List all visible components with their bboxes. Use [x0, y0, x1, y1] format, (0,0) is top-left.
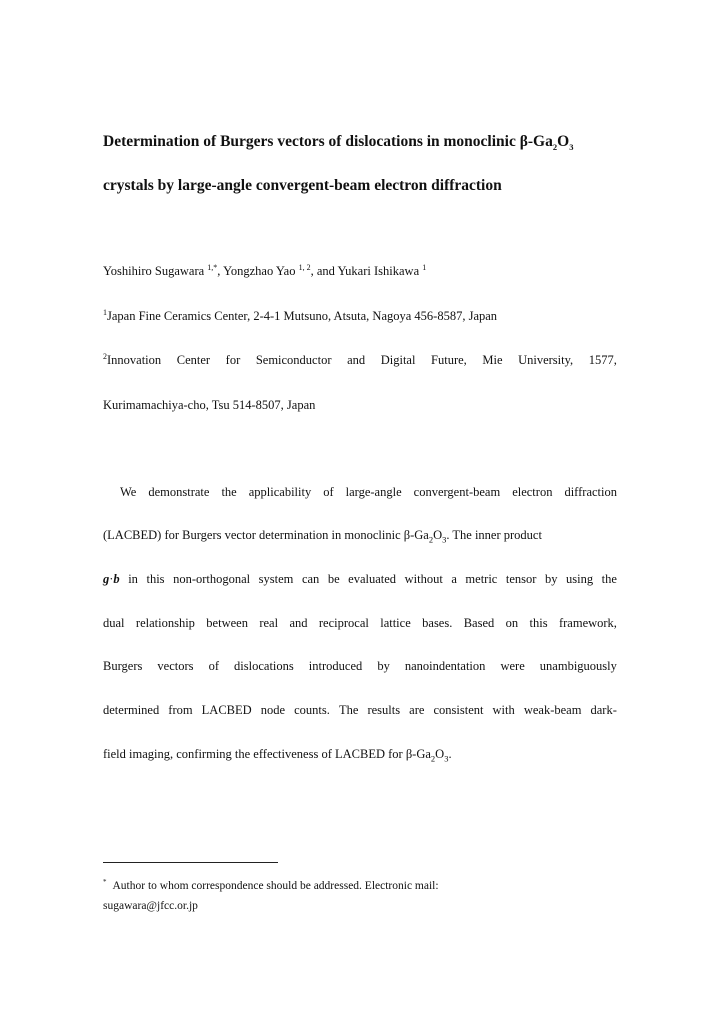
abstract-line-3: [103, 570, 617, 588]
word: for: [225, 353, 241, 367]
word: this: [146, 572, 165, 586]
word: diffraction: [564, 485, 617, 499]
word: of: [323, 485, 334, 499]
abstract-line-7: field imaging, confirming the effectiveness of LACBED for $\beta-Ga_2O_3$.: [103, 747, 452, 764]
word: bases.: [422, 616, 453, 630]
word: be: [327, 572, 340, 586]
word: of: [208, 659, 219, 673]
word: on: [505, 616, 519, 630]
footnote-mark: *: [103, 878, 107, 887]
word: metric: [465, 572, 498, 586]
word: unambiguously: [539, 659, 617, 673]
word: framework,: [558, 616, 617, 630]
word: from: [168, 703, 193, 717]
word: are: [409, 703, 425, 717]
word: and: [289, 616, 308, 630]
word: dual: [103, 616, 125, 630]
word: Digital: [380, 353, 416, 367]
word: applicability: [248, 485, 312, 499]
word: consistent: [433, 703, 484, 717]
word: the: [221, 485, 237, 499]
word: can: [301, 572, 320, 586]
word: Mie: [482, 353, 503, 367]
word: 1577,: [588, 353, 617, 367]
word: with: [492, 703, 515, 717]
word: dark-: [590, 703, 617, 717]
word: using: [566, 572, 594, 586]
word: Center: [176, 353, 211, 367]
word: The: [338, 703, 359, 717]
word: convergent-beam: [413, 485, 501, 499]
word: by: [377, 659, 390, 673]
word: vectors: [157, 659, 194, 673]
footnote-email: sugawara@jfcc.or.jp: [103, 900, 198, 912]
word: non-orthogonal: [173, 572, 251, 586]
word: in: [128, 572, 138, 586]
word: were: [500, 659, 525, 673]
abstract-line-6: [103, 701, 617, 719]
affiliation-2-line-2: Kurimamachiya-cho, Tsu 514-8507, Japan: [103, 398, 316, 412]
word: Semiconductor: [255, 353, 332, 367]
word: real: [259, 616, 279, 630]
footnote-divider: [103, 862, 278, 863]
affiliation-1: $^1$Japan Fine Ceramics Center, 2-4-1 Mutsuno, Atsuta, Nagoya 456-8587, Japan: [103, 307, 498, 323]
word: nanoindentation: [404, 659, 486, 673]
word: counts.: [294, 703, 330, 717]
paper-title-line-1: Determination of Burgers vectors of dislocations in monoclinic $\beta-Ga_2O_3$: [103, 133, 574, 153]
paper-title-line-2: crystals by large-angle convergent-beam electron diffraction: [103, 177, 502, 194]
word: this: [529, 616, 548, 630]
word: results: [367, 703, 401, 717]
word: dislocations: [234, 659, 294, 673]
word: tensor: [505, 572, 537, 586]
author-list: Yoshihiro Sugawara $^{1,*}$, Yongzhao Yao $^{1, 2}$, and Yukari Ishikawa $^1$: [103, 262, 427, 278]
word: electron: [512, 485, 553, 499]
word: large-angle: [345, 485, 402, 499]
affiliation-2-line-1: [103, 351, 617, 369]
word: demonstrate: [148, 485, 210, 499]
word: the: [601, 572, 617, 586]
word: Based: [463, 616, 495, 630]
word: and: [347, 353, 366, 367]
word: a: [451, 572, 457, 586]
word: evaluated: [348, 572, 397, 586]
word: LACBED: [201, 703, 252, 717]
abstract-line-1: [103, 483, 617, 501]
word: reciprocal: [318, 616, 369, 630]
abstract-line-4: [103, 614, 617, 632]
inner-product-gb: g·b: [103, 572, 120, 586]
word: introduced: [308, 659, 363, 673]
word: Future,: [431, 353, 467, 367]
footnote-line-1: * Author to whom correspondence should be addressed. Electronic mail:: [103, 878, 439, 892]
word: node: [260, 703, 286, 717]
word: determined: [103, 703, 160, 717]
word: without: [404, 572, 443, 586]
word: Burgers: [103, 659, 143, 673]
abstract-line-5: [103, 657, 617, 675]
word: by: [544, 572, 558, 586]
word: $^2$Innovation: [103, 351, 162, 367]
word: weak-beam: [523, 703, 582, 717]
word: relationship: [135, 616, 195, 630]
word: between: [206, 616, 248, 630]
word: University,: [518, 353, 574, 367]
word: system: [258, 572, 294, 586]
abstract-line-2: (LACBED) for Burgers vector determination in monoclinic $\beta-Ga_2O_3$. The inner product: [103, 528, 542, 545]
word: We: [120, 485, 137, 499]
word: lattice: [380, 616, 411, 630]
